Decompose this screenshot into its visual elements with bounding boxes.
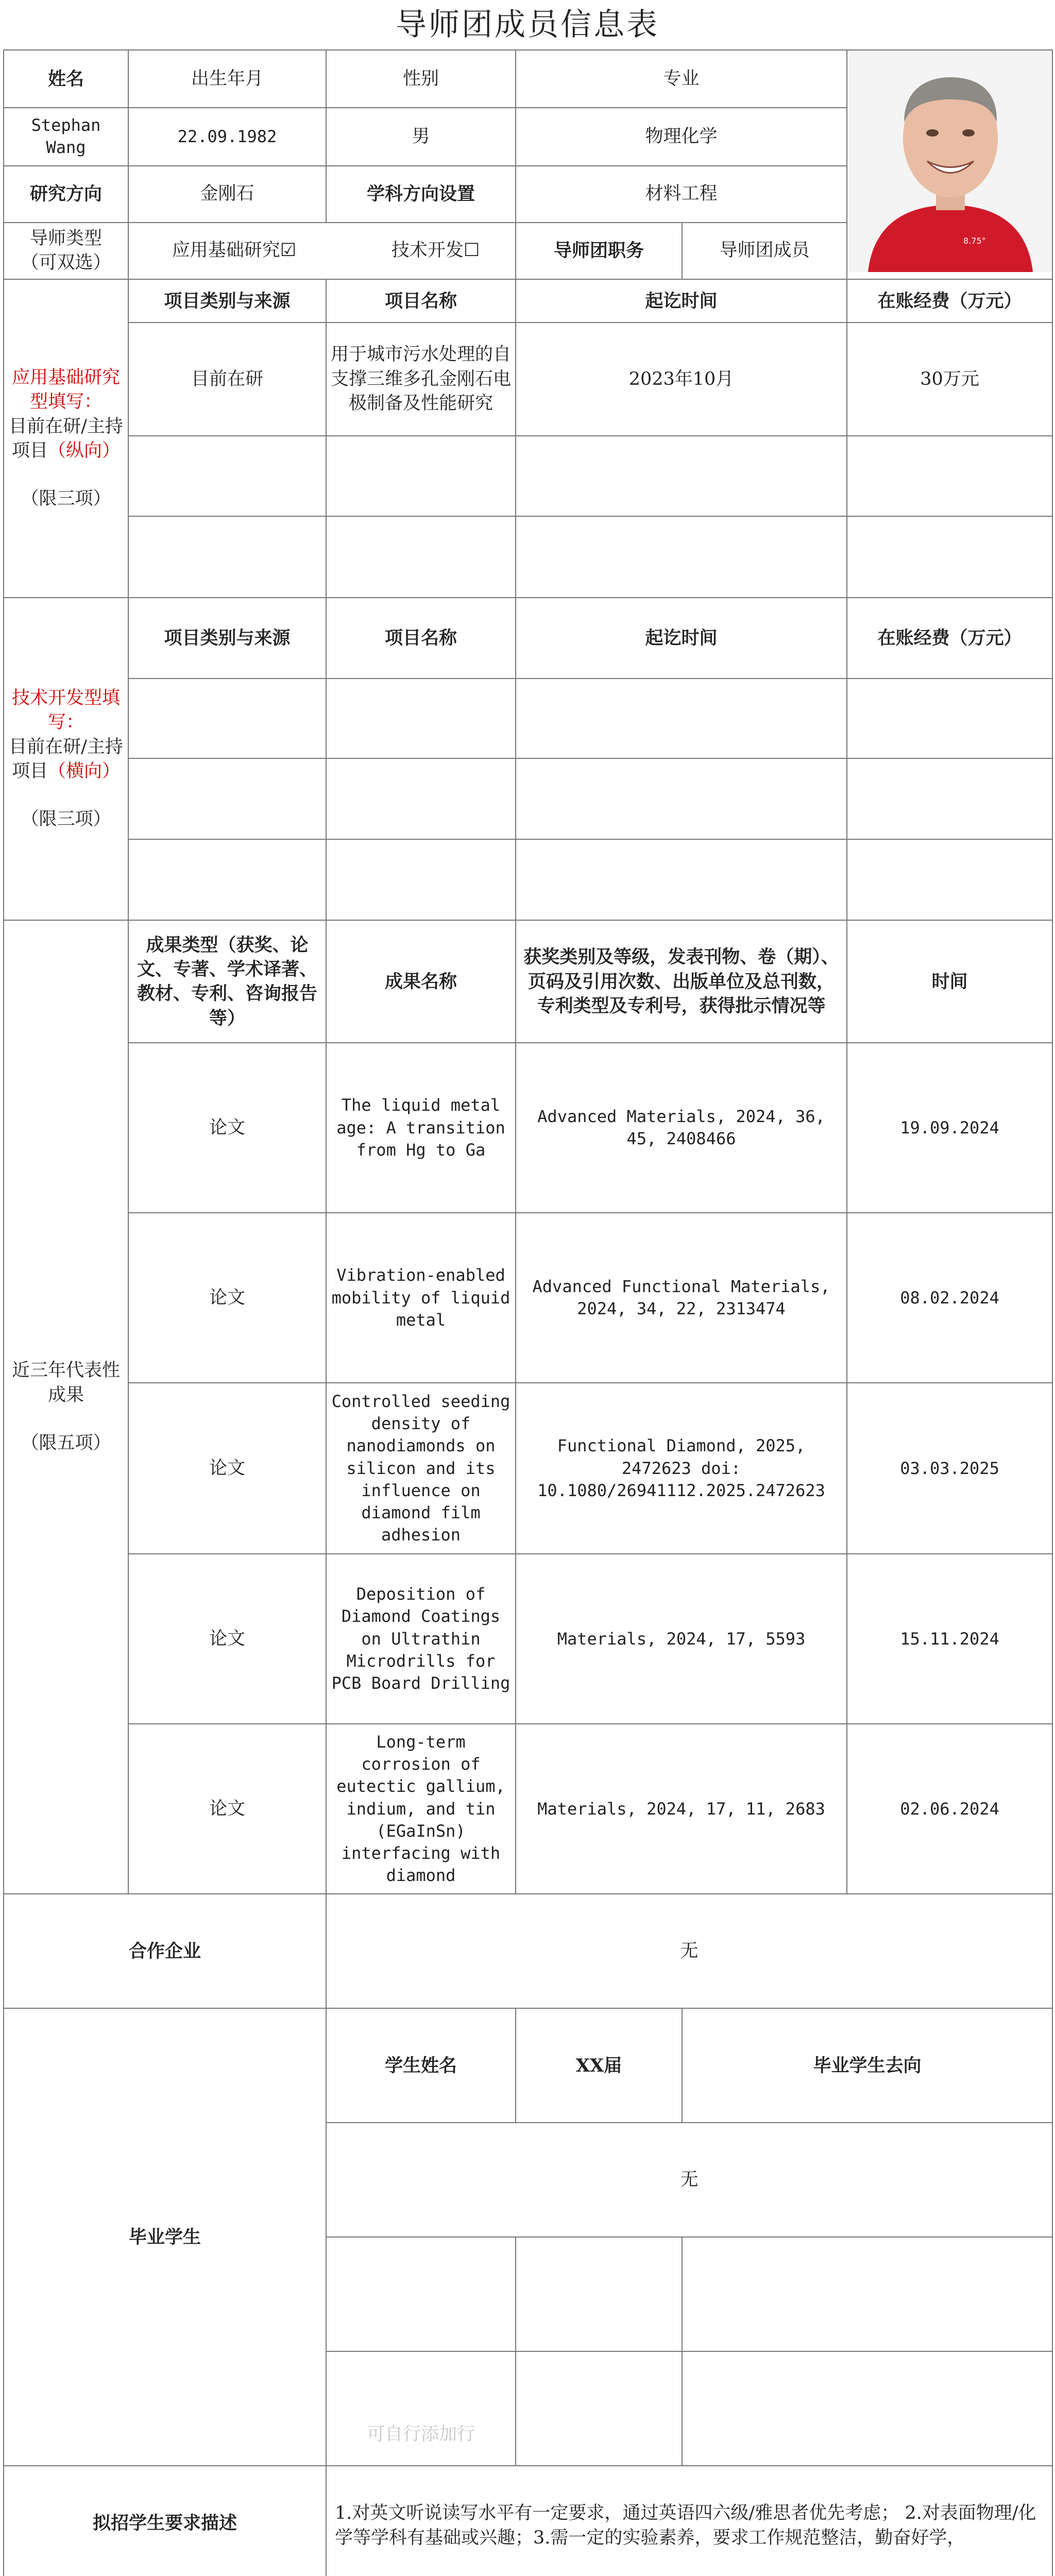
achievements-side-label [4,920,128,1894]
mentor-type-options [128,223,516,279]
role-value: 导师团成员 [682,223,847,279]
applied-empty-cell [326,516,516,598]
gender-label: 性别 [326,50,516,108]
graduates-empty-cell [516,2237,682,2351]
achievement-title: Deposition of Diamond Coatings on Ultrathin Microdrills for PCB Board Drilling [326,1554,516,1724]
tech-side-red2: （横向） [48,760,121,782]
achievements-header-detail: 获奖类别及等级，发表刊物、卷（期）、页码及引用次数、出版单位及总刊数，专利类型及专利号，获得批示情况等 [516,920,847,1043]
achievement-date: 15.11.2024 [847,1554,1052,1724]
applied-side-black: 目前在研/主持项目 [9,416,123,461]
mentor-type-label-line2: （可双选） [21,252,111,274]
applied-header-period: 起讫时间 [516,279,847,323]
requirements-text: 1.对英文听说读写水平有一定要求，通过英语四六级/雅思者优先考虑； 2.对表面物理/化学等学科有基础或兴趣；3.需一定的实验素养，要求工作规范整洁，勤奋好学， [326,2466,1052,2576]
type-applied-checkbox[interactable]: 应用基础研究☑ [172,240,297,261]
portrait-image [847,50,1052,272]
name-value: Stephan Wang [4,108,128,165]
applied-side-red: 应用基础研究型填写： [11,367,120,413]
tech-empty-cell [516,679,847,758]
applied-empty-cell [326,436,516,516]
applied-empty-cell [128,516,326,598]
applied-side-label [4,279,128,598]
mentor-type-label-line1: 导师类型 [29,228,102,249]
applied-empty-cell [847,516,1052,598]
add-row-hint: 可自行添加行 [326,2351,516,2466]
achievement-detail: Functional Diamond, 2025, 2472623 doi: 10.1080/26941112.2025.2472623 [516,1383,847,1554]
shirt-print-text: 8.75° [963,236,986,246]
applied-header-source: 项目类别与来源 [128,279,326,323]
achievement-title: Vibration-enabled mobility of liquid metal [326,1213,516,1383]
discipline-value: 材料工程 [516,166,847,223]
applied-header-funds: 在账经费（万元） [847,279,1052,323]
profile-photo [847,50,1052,279]
tech-header-funds: 在账经费（万元） [847,598,1052,679]
achievements-side: 近三年代表性成果 [11,1360,120,1405]
direction-value: 金刚石 [128,166,326,223]
direction-label: 研究方向 [4,166,128,223]
birth-label: 出生年月 [128,50,326,108]
achievement-type: 论文 [128,1724,326,1894]
tech-empty-cell [516,758,847,839]
achievements-header-type: 成果类型（获奖、论文、专著、学术译著、教材、专利、咨询报告等） [128,920,326,1043]
type-tech-checkbox[interactable]: 技术开发☐ [391,240,480,261]
tech-empty-cell [847,679,1052,758]
achievement-title: Controlled seeding density of nanodiamonds on silicon and its influence on diamond film adhesion [326,1383,516,1554]
tech-empty-cell [847,758,1052,839]
achievement-date: 02.06.2024 [847,1724,1052,1894]
name-label: 姓名 [4,50,128,108]
tech-empty-cell [516,839,847,920]
applied-empty-cell [847,436,1052,516]
applied-header-name: 项目名称 [326,279,516,323]
applied-row-name: 用于城市污水处理的自支撑三维多孔金刚石电极制备及性能研究 [326,323,516,436]
birth-value: 22.09.1982 [128,108,326,165]
achievement-type: 论文 [128,1213,326,1383]
tech-header-period: 起讫时间 [516,598,847,679]
achievement-date: 08.02.2024 [847,1213,1052,1383]
achievement-detail: Materials, 2024, 17, 11, 2683 [516,1724,847,1894]
applied-empty-cell [516,436,847,516]
achievement-detail: Advanced Functional Materials, 2024, 34, 22, 2313474 [516,1213,847,1383]
requirements-label: 拟招学生要求描述 [4,2466,326,2576]
achievement-type: 论文 [128,1383,326,1554]
discipline-label: 学科方向设置 [326,166,516,223]
achievement-detail: Advanced Materials, 2024, 36, 45, 2408466 [516,1043,847,1213]
tech-empty-cell [847,839,1052,920]
applied-side-red2: （纵向） [48,440,121,461]
tech-empty-cell [128,758,326,839]
major-value: 物理化学 [516,108,847,165]
graduates-empty-cell [516,2351,682,2466]
tech-empty-cell [128,679,326,758]
tech-side-black: 目前在研/主持项目 [9,736,123,782]
applied-row-source: 目前在研 [128,323,326,436]
mentor-info-table [3,49,1053,2576]
graduates-empty-cell [682,2351,1052,2466]
applied-row-period: 2023年10月 [516,323,847,436]
graduates-label: 毕业学生 [4,2008,326,2466]
achievement-date: 19.09.2024 [847,1043,1052,1213]
graduates-header-name: 学生姓名 [326,2008,516,2123]
achievement-type: 论文 [128,1554,326,1724]
tech-side-label [4,598,128,920]
tech-header-source: 项目类别与来源 [128,598,326,679]
enterprise-value: 无 [326,1894,1052,2008]
tech-side-limit: （限三项） [21,809,111,830]
major-label: 专业 [516,50,847,108]
applied-empty-cell [128,436,326,516]
graduates-empty-cell [682,2237,1052,2351]
achievement-detail: Materials, 2024, 17, 5593 [516,1554,847,1724]
enterprise-label: 合作企业 [4,1894,326,2008]
achievements-header-date: 时间 [847,920,1052,1043]
achievement-title: The liquid metal age: A transition from Hg to Ga [326,1043,516,1213]
gender-value: 男 [326,108,516,165]
page-title: 导师团成员信息表 [396,7,659,43]
achievement-type: 论文 [128,1043,326,1213]
tech-empty-cell [326,758,516,839]
graduates-header-class: XX届 [516,2008,682,2123]
achievements-header-title: 成果名称 [326,920,516,1043]
applied-side-limit: （限三项） [21,488,111,510]
achievements-side-limit: （限五项） [21,1432,111,1453]
tech-empty-cell [128,839,326,920]
graduates-header-destination: 毕业学生去向 [682,2008,1052,2123]
applied-empty-cell [516,516,847,598]
tech-side-red: 技术开发型填写： [11,688,120,733]
role-label: 导师团职务 [516,223,682,279]
graduates-empty-cell [326,2237,516,2351]
applied-row-funds: 30万元 [847,323,1052,436]
tech-header-name: 项目名称 [326,598,516,679]
achievement-title: Long-term corrosion of eutectic gallium, indium, and tin (EGaInSn) interfacing with diamond [326,1724,516,1894]
graduates-none: 无 [326,2123,1052,2237]
tech-empty-cell [326,679,516,758]
tech-empty-cell [326,839,516,920]
mentor-type-label [4,223,128,279]
achievement-date: 03.03.2025 [847,1383,1052,1554]
